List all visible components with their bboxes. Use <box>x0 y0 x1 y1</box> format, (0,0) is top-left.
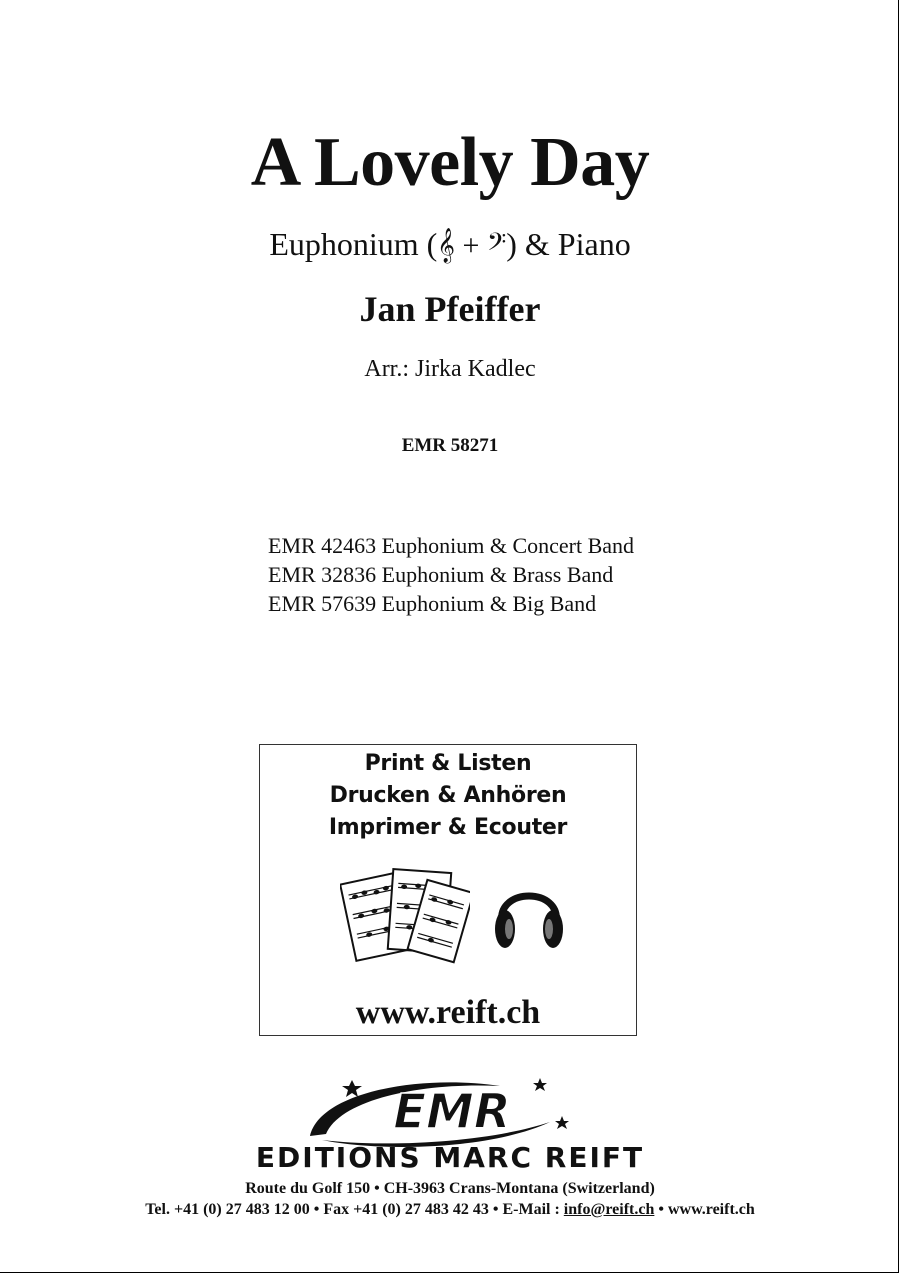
contact-website: • www.reift.ch <box>654 1201 755 1218</box>
alternative-edition: EMR 42463 Euphonium & Concert Band <box>268 533 635 558</box>
alternative-editions-list <box>268 531 634 618</box>
print-listen-fr: Imprimer & Ecouter <box>328 815 568 840</box>
publisher-address: Route du Golf 150 • CH-3963 Crans-Montana (Switzerland) <box>245 1180 655 1197</box>
alternative-edition: EMR 57639 Euphonium & Big Band <box>268 591 597 616</box>
alternative-edition: EMR 32836 Euphonium & Brass Band <box>268 562 614 587</box>
print-listen-box <box>259 744 637 1036</box>
publisher-contact <box>0 1199 900 1221</box>
publisher-name: EDITIONS MARC REIFT <box>255 1141 645 1174</box>
print-listen-de: Drucken & Anhören <box>329 783 567 808</box>
catalog-number: EMR 58271 <box>401 435 499 456</box>
headphones-icon <box>492 873 566 955</box>
arranger: Arr.: Jirka Kadlec <box>364 356 536 382</box>
clefs-icon: 𝄞 + 𝄢 <box>437 229 507 262</box>
print-listen-en: Print & Listen <box>364 751 532 776</box>
instrumentation-prefix: Euphonium ( <box>269 226 438 262</box>
email-link[interactable]: info@reift.ch <box>563 1201 655 1218</box>
website-url[interactable]: www.reift.ch <box>355 994 541 1031</box>
instrumentation <box>0 222 900 268</box>
sheet-music-icon <box>340 863 470 973</box>
composer: Jan Pfeiffer <box>359 289 541 329</box>
logo-text: EMR <box>393 1084 511 1140</box>
instrumentation-suffix: ) & Piano <box>506 226 631 262</box>
contact-phone-fax: Tel. +41 (0) 27 483 12 00 • Fax +41 (0) 27 483 42 43 • E-Mail : <box>145 1201 564 1218</box>
page-title: A Lovely Day <box>250 124 650 201</box>
